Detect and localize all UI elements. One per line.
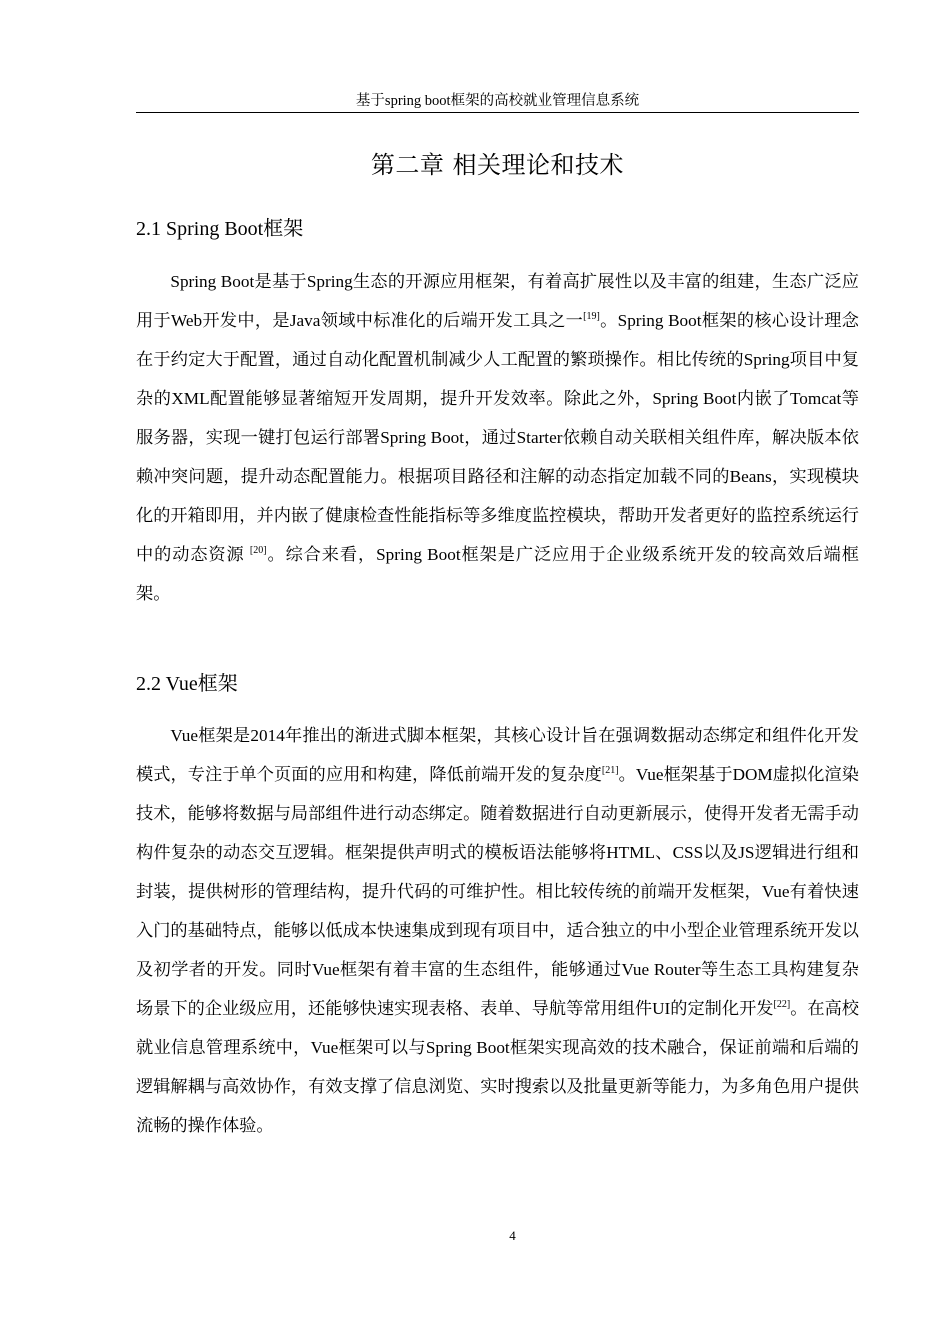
section-heading-spring-boot: 2.1 Spring Boot框架 (136, 218, 304, 240)
paragraph-text: 。在高校就业信息管理系统中，Vue框架可以与Spring Boot框架实现高效的技术融合，保证前端和后端的逻辑解耦与高效协作，有效支撑了信息浏览、实时搜索以及批量更新等能力，为多角色用户提供流畅的操作体验。 (136, 999, 859, 1135)
paragraph-text: Vue框架是2014年推出的渐进式脚本框架，其核心设计旨在强调数据动态绑定和组件化开发模式，专注于单个页面的应用和构建，降低前端开发的复杂度 (136, 726, 859, 784)
paragraph-text: Spring Boot是基于Spring生态的开源应用框架，有着高扩展性以及丰富的组建，生态广泛应用于Web开发中，是Java领域中标准化的后端开发工具之一 (136, 272, 859, 330)
paragraph-text: 。综合来看，Spring Boot框架是广泛应用于企业级系统开发的较高效后端框架。 (136, 545, 859, 603)
page-number: 4 (509, 1228, 516, 1243)
running-header: 基于spring boot框架的高校就业管理信息系统 (136, 92, 859, 113)
citation-22: [22] (773, 999, 791, 1010)
paragraph-spring-boot (136, 262, 859, 613)
paragraph-vue (136, 716, 859, 1145)
citation-21: [21] (601, 765, 619, 776)
paragraph-text: 。Spring Boot框架的核心设计理念在于约定大于配置，通过自动化配置机制减少人工配置的繁琐操作。相比传统的Spring项目中复杂的XML配置能够显著缩短开发周期，提升开发效率。除此之外，Spring Boot内嵌了Tomcat等服务器，实现一键打包运行部署Spring Boot，通过Starter依赖自动关联相关组件库，解决版本依赖冲突问题，提升动态配置能力。根据项目路径和注解的动态指定加载不同的Beans，实现模块化的开箱即用，并内嵌了健康检查性能指标等多维度监控模块，帮助开发者更好的监控系统运行中的动态资源 (136, 311, 859, 564)
chapter-title: 第二章 相关理论和技术 (370, 151, 625, 179)
paragraph-text: 。Vue框架基于DOM虚拟化渲染技术，能够将数据与局部组件进行动态绑定。随着数据进行自动更新展示，使得开发者无需手动构件复杂的动态交互逻辑。框架提供声明式的模板语法能够将HTML、CSS以及JS逻辑进行组和封装，提供树形的管理结构，提升代码的可维护性。相比较传统的前端开发框架，Vue有着快速入门的基础特点，能够以低成本快速集成到现有项目中，适合独立的中小型企业管理系统开发以及初学者的开发。同时Vue框架有着丰富的生态组件，能够通过Vue Router等生态工具构建复杂场景下的企业级应用，还能够快速实现表格、表单、导航等常用组件UI的定制化开发 (136, 765, 859, 1018)
section-heading-vue: 2.2 Vue框架 (136, 673, 238, 695)
citation-20: [20] (249, 545, 267, 556)
citation-19: [19] (583, 311, 600, 322)
